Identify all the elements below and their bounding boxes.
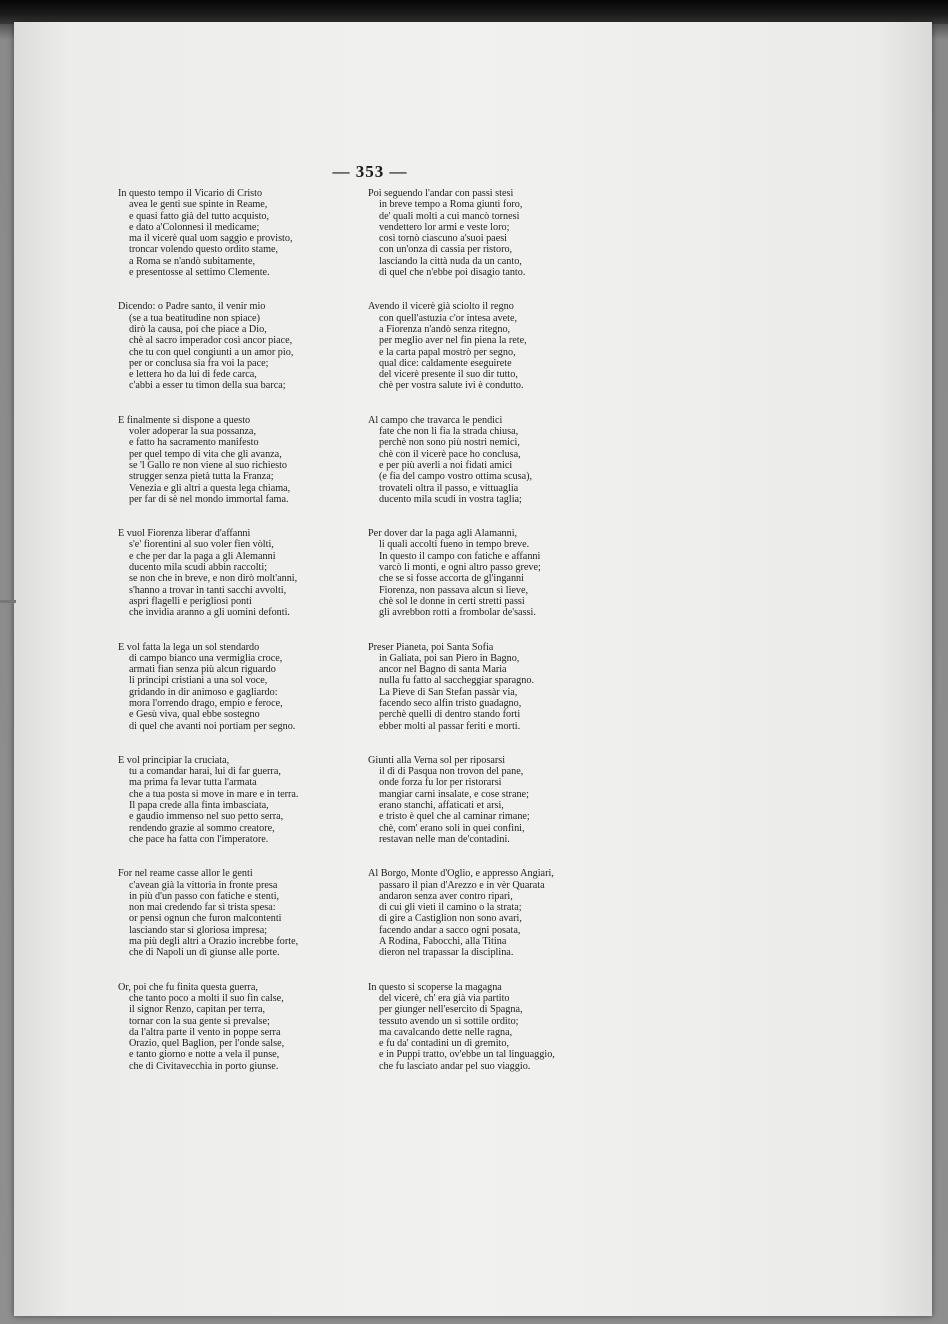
scan-top-edge bbox=[0, 0, 948, 24]
verse-line: e tanto giorno e notte a vela il punse, bbox=[129, 1049, 280, 1061]
verse-line: In questo si scoperse la magagna bbox=[368, 981, 502, 993]
verse-line: del vicerè, ch' era già via partito bbox=[379, 992, 510, 1004]
stanza bbox=[368, 415, 608, 505]
verse-line: s'e' fiorentini al suo voler fien vòlti, bbox=[129, 539, 274, 551]
verse-line: così tornò ciascuno a'suoi paesi bbox=[379, 233, 508, 245]
verse-line: di quel che avanti noi portiam per segno. bbox=[129, 720, 296, 732]
verse-line: restavan nelle man de'contadini. bbox=[379, 833, 510, 845]
verse-line: chè al sacro imperador così ancor piace, bbox=[129, 335, 293, 347]
verse-line: (se a tua beatitudine non spiace) bbox=[129, 312, 260, 324]
verse-line: chè per vostra salute ivi è condutto. bbox=[379, 380, 524, 392]
stanza bbox=[118, 301, 376, 391]
verse-line: e dato a'Colonnesi il medicame; bbox=[129, 221, 260, 233]
verse-line: Or, poi che fu finita questa guerra, bbox=[118, 981, 258, 993]
verse-line: voler adoperar la sua possanza, bbox=[129, 426, 257, 438]
verse-line: nulla fu fatto al saccheggiar sparagno. bbox=[379, 675, 535, 687]
stanza bbox=[368, 188, 608, 278]
verse-line: ducento mila scudi in vostra taglia; bbox=[379, 493, 522, 505]
verse-line: E finalmente si dispone a questo bbox=[118, 414, 251, 426]
verse-line: E vuol Fiorenza liberar d'affanni bbox=[118, 528, 251, 540]
verse-line: Per dover dar la paga agli Alamanni, bbox=[368, 528, 518, 540]
verse-line: ma il vicerè qual uom saggio e provisto, bbox=[129, 233, 293, 245]
verse-line: Orazio, quel Baglion, per l'onde salse, bbox=[129, 1038, 285, 1050]
verse-line: che invidia aranno a gli uomini defonti. bbox=[129, 607, 290, 619]
stanza bbox=[368, 868, 608, 958]
verse-line: c'abbi a esser tu timon della sua barca; bbox=[129, 380, 286, 392]
verse-line: In questo tempo il Vicario di Cristo bbox=[118, 188, 263, 199]
verse-line: Il papa crede alla finta imbasciata, bbox=[129, 800, 269, 812]
verse-line: onde forza fu lor per ristorarsi bbox=[379, 777, 502, 789]
stanza bbox=[368, 642, 608, 732]
verse-line: mangiar carni insalate, e cose strane; bbox=[379, 788, 529, 800]
verse-line: con quell'astuzia c'or intesa avete, bbox=[379, 312, 518, 324]
stanza bbox=[368, 528, 608, 618]
verse-line: per quel tempo di vita che gli avanza, bbox=[129, 448, 282, 460]
verse-line: che di Napoli un dì giunse alle porte. bbox=[129, 947, 280, 959]
verse-line: erano stanchi, affaticati et arsi, bbox=[379, 800, 504, 812]
verse-line: ancor nel Bagno di santa Maria bbox=[379, 664, 507, 676]
verse-line: avea le genti sue spinte in Reame, bbox=[129, 199, 268, 211]
verse-line: in più d'un passo con fatiche e stenti, bbox=[129, 890, 280, 902]
verse-line: e tristo è quel che al caminar rimane; bbox=[379, 811, 530, 823]
verse-line: chè con il vicerè pace ho conclusa, bbox=[379, 448, 521, 460]
verse-line: e in Puppi tratto, ov'ebbe un tal linguaggio, bbox=[379, 1049, 555, 1061]
verse-line: per meglio aver nel fin piena la rete, bbox=[379, 335, 527, 347]
verse-line: mora l'orrendo drago, empio e feroce, bbox=[129, 697, 283, 709]
verse-line: tu a comandar harai, lui di far guerra, bbox=[129, 766, 281, 778]
verse-line: per or conclusa sia fra voi la pace; bbox=[129, 357, 269, 369]
verse-line: e la carta papal mostrò per segno, bbox=[379, 346, 516, 358]
verse-line: Dicendo: o Padre santo, il venir mio bbox=[118, 301, 266, 313]
stanza bbox=[118, 868, 376, 958]
verse-line: che fu lasciato andar pel suo viaggio. bbox=[379, 1060, 531, 1072]
verse-line: chè sol le donne in certi stretti passi bbox=[379, 595, 525, 607]
verse-line: facendo seco alfin tristo guadagno, bbox=[379, 697, 522, 709]
verse-line: For nel reame casse allor le genti bbox=[118, 868, 253, 880]
verse-line: a Fiorenza n'andò senza ritegno, bbox=[379, 323, 511, 335]
margin-mark bbox=[0, 600, 16, 603]
verse-line: se non che in breve, e non dirò molt'anni, bbox=[129, 573, 298, 585]
verse-line: da l'altra parte il vento in poppe serra bbox=[129, 1026, 281, 1038]
verse-line: varcò li monti, e ogni altro passo greve; bbox=[379, 562, 541, 574]
verse-line: e Gesù viva, qual ebbe sostegno bbox=[129, 709, 260, 721]
verse-line: gli avrebbon rotti a frombolar de'sassi. bbox=[379, 607, 536, 619]
verse-line: tornar con la sua gente si prevalse; bbox=[129, 1015, 270, 1027]
verse-line: tessuto avendo un sì sottile ordito; bbox=[379, 1015, 519, 1027]
verse-line: de' quali molti a cui mancò tornesi bbox=[379, 210, 520, 222]
verse-line: c'avean già la vittoria in fronte presa bbox=[129, 879, 278, 891]
verse-line: passaro il pian d'Arezzo e in vèr Quarata bbox=[379, 879, 545, 891]
verse-line: perchè non sono più nostri nemici, bbox=[379, 437, 520, 449]
verse-line: rendendo grazie al sommo creatore, bbox=[129, 822, 275, 834]
verse-line: E vol principiar la cruciata, bbox=[118, 754, 230, 766]
verse-line: ma più degli altri a Orazio increbbe forte, bbox=[129, 936, 299, 948]
verse-line: gridando in dir animoso e gagliardo: bbox=[129, 686, 278, 698]
verse-line: e fu da' contadini un dì gremito, bbox=[379, 1038, 509, 1050]
verse-line: ebber molti al passar feriti e morti. bbox=[379, 720, 521, 732]
verse-line: e presentosse al settimo Clemente. bbox=[129, 267, 270, 279]
verse-line: che se si fosse accorta de gl'inganni bbox=[379, 573, 524, 585]
verse-line: di gire a Castiglion non sono avari, bbox=[379, 913, 522, 925]
verse-line: di cui gli vieti il camino o la strata; bbox=[379, 902, 522, 914]
verse-line: che tanto poco a molti il suo fin calse, bbox=[129, 992, 284, 1004]
left-column bbox=[118, 188, 376, 1072]
verse-line: facendo andar a sacco ogni posata, bbox=[379, 924, 521, 936]
verse-line: li quali accolti fueno in tempo breve. bbox=[379, 539, 530, 551]
verse-line: aspri flagelli e perigliosi ponti bbox=[129, 595, 252, 607]
verse-line: Al Borgo, Monte d'Oglio, e appresso Angiari, bbox=[368, 868, 554, 880]
verse-line: Al campo che travarca le pendici bbox=[368, 414, 503, 426]
verse-line: che di Civitavecchia in porto giunse. bbox=[129, 1060, 279, 1072]
verse-line: perchè quelli di dentro stando forti bbox=[379, 709, 521, 721]
verse-line: per giunger nell'esercito di Spagna, bbox=[379, 1004, 523, 1016]
stanza bbox=[118, 982, 376, 1072]
stanza bbox=[118, 528, 376, 618]
verse-line: che a tua posta si move in mare e in terra. bbox=[129, 788, 299, 800]
stanza bbox=[368, 301, 608, 391]
verse-line: e gaudio immenso nel suo petto serra, bbox=[129, 811, 284, 823]
verse-line: Preser Pianeta, poi Santa Sofia bbox=[368, 641, 494, 653]
verse-line: se 'l Gallo re non viene al suo richiesto bbox=[129, 459, 288, 471]
verse-line: Venezia e gli altri a questa lega chiama, bbox=[129, 482, 291, 494]
verse-line: strugger senza pietà tutta la Franza; bbox=[129, 471, 274, 483]
verse-line: il signor Renzo, capitan per terra, bbox=[129, 1004, 266, 1016]
verse-line: trovateli oltra il passo, e vittuaglia bbox=[379, 482, 519, 494]
verse-line: che tu con quel congiunti a un amor pio, bbox=[129, 346, 294, 358]
verse-line: Giunti alla Verna sol per riposarsi bbox=[368, 754, 506, 766]
verse-line: in Galiata, poi san Piero in Bagno, bbox=[379, 652, 520, 664]
verse-line: e fatto ha sacramento manifesto bbox=[129, 437, 259, 449]
verse-line: s'hanno a trovar in tanti sacchi avvolti, bbox=[129, 584, 287, 596]
verse-line: non mai credendo far sì trista spesa: bbox=[129, 902, 276, 914]
verse-line: del vicerè presente il suo dir tutto, bbox=[379, 369, 518, 381]
verse-line: andaron senza aver contro ripari, bbox=[379, 890, 513, 902]
verse-line: chè, com' erano soli in quei confini, bbox=[379, 822, 525, 834]
verse-line: troncar volendo questo ordito stame, bbox=[129, 244, 279, 256]
verse-line: vendettero lor armi e veste loro; bbox=[379, 221, 510, 233]
verse-line: (e fia del campo vostro ottima scusa), bbox=[379, 471, 533, 483]
verse-line: di quel che n'ebbe poi disagio tanto. bbox=[379, 267, 526, 279]
verse-line: di campo bianco una vermiglia croce, bbox=[129, 652, 283, 664]
verse-line: e quasi fatto già del tutto acquisto, bbox=[129, 210, 270, 222]
verse-line: li principi cristiani a una sol voce, bbox=[129, 675, 268, 687]
verse-line: in breve tempo a Roma giunti foro, bbox=[379, 199, 523, 211]
verse-line: e lettera ho da lui di fede carca, bbox=[129, 369, 257, 381]
verse-line: In questo il campo con fatiche e affanni bbox=[379, 550, 541, 562]
verse-line: con un'onza di cassia per ristoro, bbox=[379, 244, 513, 256]
verse-line: lasciando star sì gloriosa impresa; bbox=[129, 924, 268, 936]
verse-line: lasciando la città nuda da un canto, bbox=[379, 255, 522, 267]
verse-line: per far di sè nel mondo immortal fama. bbox=[129, 493, 289, 505]
verse-line: dirò la causa, poi che piace a Dio, bbox=[129, 323, 267, 335]
verse-line: qual dice: caldamente eseguirete bbox=[379, 357, 512, 369]
verse-line: Fiorenza, non passava alcun sì lieve, bbox=[379, 584, 529, 596]
verse-line: fate che non li fia la strada chiusa, bbox=[379, 426, 519, 438]
stanza bbox=[118, 642, 376, 732]
verse-line: armati fian senza più alcun riguardo bbox=[129, 664, 276, 676]
verse-line: che pace ha fatta con l'imperatore. bbox=[129, 833, 269, 845]
stanza bbox=[368, 982, 608, 1072]
verse-line: e per più averli a noi fidati amici bbox=[379, 459, 513, 471]
stanza bbox=[118, 188, 376, 278]
verse-line: dieron nel trapassar la disciplina. bbox=[379, 947, 514, 959]
verse-line: ducento mila scudi abbin raccolti; bbox=[129, 562, 268, 574]
verse-line: e che per dar la paga a gli Alemanni bbox=[129, 550, 276, 562]
stanza bbox=[118, 415, 376, 505]
verse-line: La Pieve di San Stefan passàr via, bbox=[379, 686, 518, 698]
page-number: — 353 — bbox=[332, 162, 408, 181]
verse-line: Avendo il vicerè già sciolto il regno bbox=[368, 301, 514, 313]
verse-line: a Roma se n'andò subitamente, bbox=[129, 255, 256, 267]
verse-line: Poi seguendo l'andar con passi stesi bbox=[368, 188, 514, 199]
verse-line: ma cavalcando dette nelle ragna, bbox=[379, 1026, 513, 1038]
verse-line: E vol fatta la lega un sol stendardo bbox=[118, 641, 260, 653]
stanza bbox=[118, 755, 376, 845]
verse-line: ma prima fa levar tutta l'armata bbox=[129, 777, 257, 789]
verse-line: il dì di Pasqua non trovon del pane, bbox=[379, 766, 524, 778]
verse-line: A Rodina, Fabocchi, alla Titina bbox=[379, 936, 507, 948]
stanza bbox=[368, 755, 608, 845]
right-column bbox=[368, 188, 608, 1072]
verse-line: or pensi ognun che furon malcontenti bbox=[129, 913, 282, 925]
